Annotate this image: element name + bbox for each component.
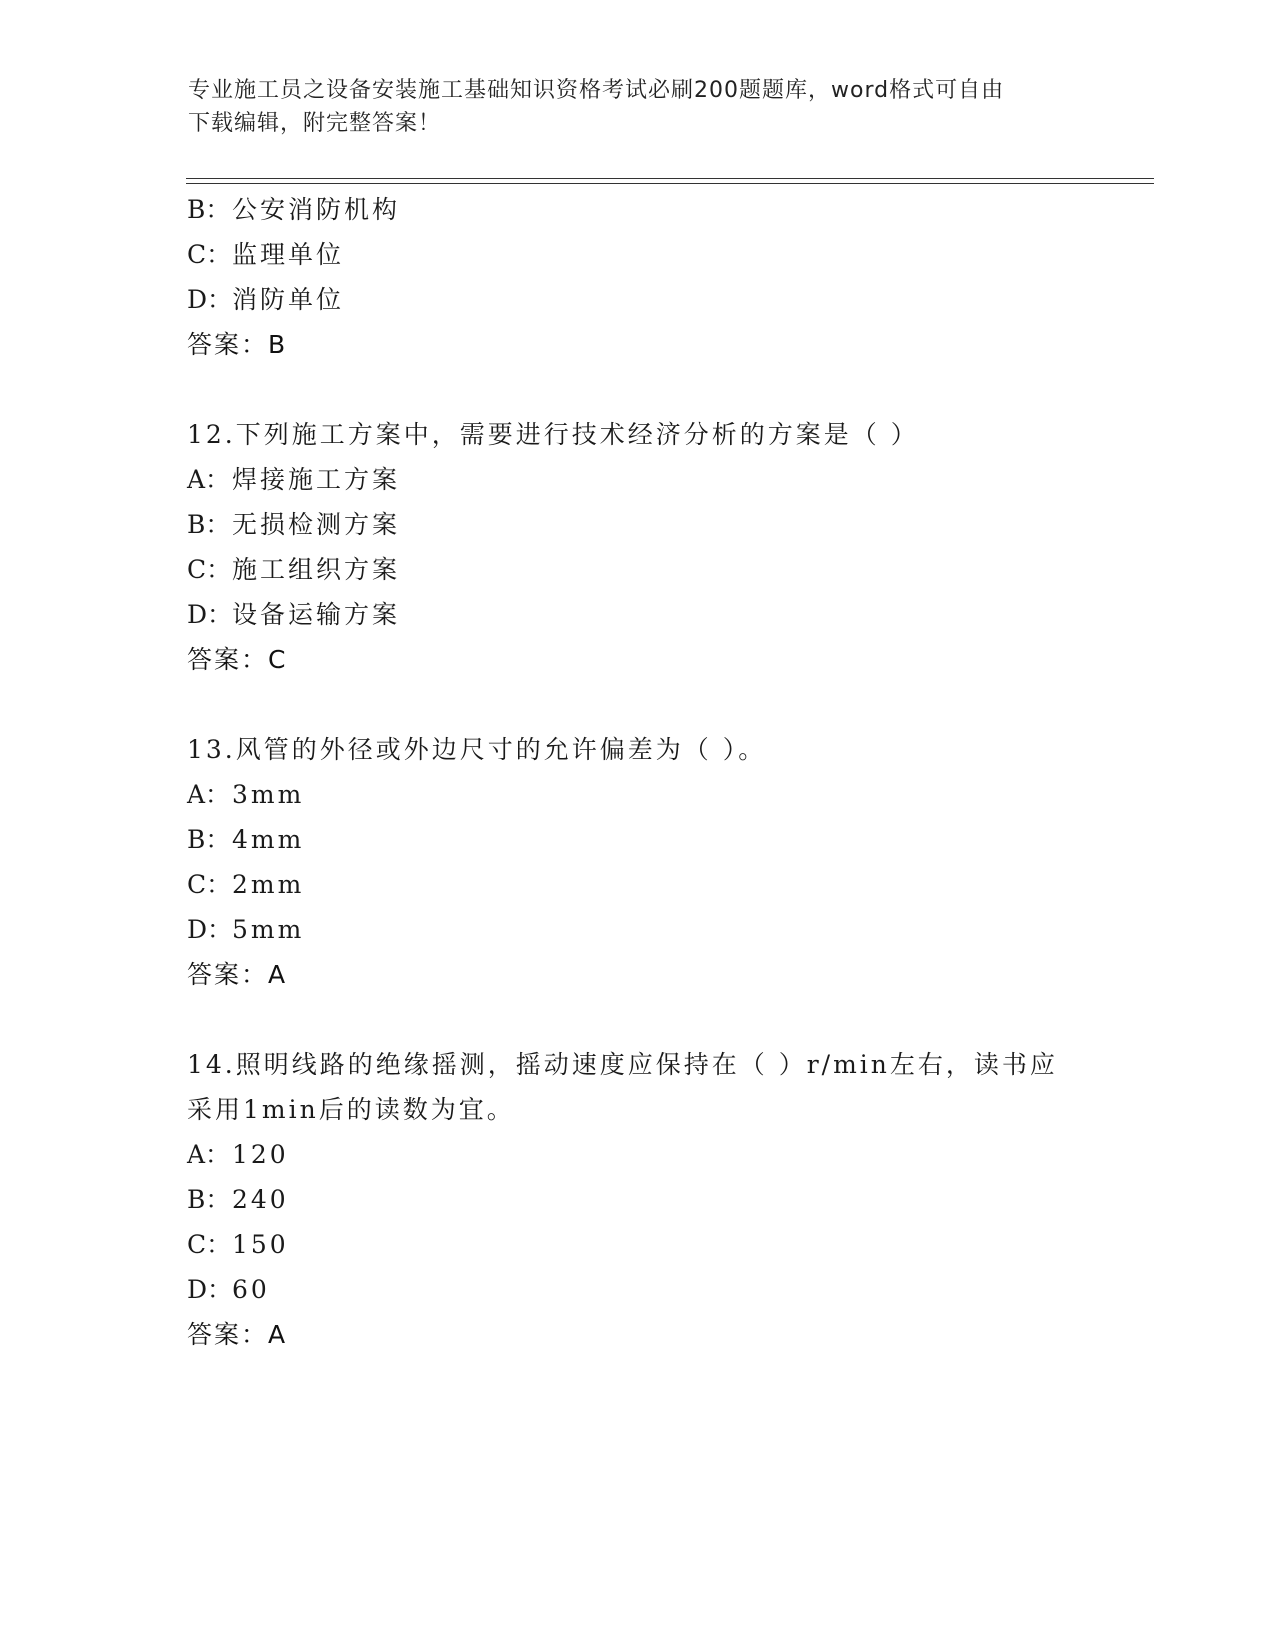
q11-option-c (187, 240, 344, 270)
header-line-2: 下载编辑，附完整答案！ (188, 111, 442, 136)
option-text: 监理单位 (232, 240, 345, 269)
option-key: D： (187, 600, 233, 629)
option-text: 设备运输方案 (232, 600, 401, 629)
option-key: B： (187, 1185, 231, 1214)
q13-answer: 答案：A (187, 960, 288, 989)
header-line-1: 专业施工员之设备安装施工基础知识资格考试必刷200题题库，word格式可自由 (188, 78, 1005, 103)
option-text: 240 (232, 1185, 289, 1214)
option-key: B： (187, 195, 231, 224)
option-key: C： (187, 1230, 232, 1259)
option-text: 3mm (232, 780, 305, 809)
option-text: 5mm (232, 915, 305, 944)
q11-option-d (187, 285, 344, 315)
q12-option-a (187, 465, 400, 495)
q13-option-d (187, 915, 304, 945)
option-text: 150 (232, 1230, 289, 1259)
option-key: D： (187, 1275, 233, 1304)
q13-option-b (187, 825, 304, 855)
option-key: A： (187, 1140, 231, 1169)
q14-stem-line-1: 14.照明线路的绝缘摇测，摇动速度应保持在（ ）r/min左右，读书应 (187, 1050, 1058, 1079)
option-text: 60 (232, 1275, 270, 1304)
option-key: C： (187, 555, 232, 584)
option-text: 焊接施工方案 (232, 465, 401, 494)
option-text: 2mm (232, 870, 305, 899)
q11-option-b (187, 195, 400, 225)
q12-option-b (187, 510, 400, 540)
option-key: A： (187, 465, 231, 494)
option-key: C： (187, 870, 232, 899)
q13-stem: 13.风管的外径或外边尺寸的允许偏差为（ ）。 (187, 735, 767, 764)
q14-option-a (187, 1140, 289, 1170)
q11-answer: 答案：B (187, 330, 288, 359)
option-text: 4mm (232, 825, 305, 854)
option-text: 无损检测方案 (232, 510, 401, 539)
q14-option-b (187, 1185, 289, 1215)
header-divider-top (186, 178, 1154, 179)
q12-option-d (187, 600, 400, 630)
q13-option-a (187, 780, 304, 810)
document-header (188, 74, 1088, 140)
q13-option-c (187, 870, 304, 900)
option-text: 120 (232, 1140, 289, 1169)
option-text: 施工组织方案 (232, 555, 401, 584)
q14-answer: 答案：A (187, 1320, 288, 1349)
q14-stem-line-2: 采用1min后的读数为宜。 (187, 1095, 515, 1124)
option-key: B： (187, 825, 231, 854)
option-text: 公安消防机构 (232, 195, 401, 224)
q12-stem: 12.下列施工方案中，需要进行技术经济分析的方案是（ ） (187, 420, 919, 449)
option-key: D： (187, 915, 233, 944)
option-key: A： (187, 780, 231, 809)
option-key: B： (187, 510, 231, 539)
q12-answer: 答案：C (187, 645, 288, 674)
q14-option-c (187, 1230, 289, 1260)
header-divider-bottom (186, 183, 1154, 184)
option-text: 消防单位 (232, 285, 345, 314)
q14-option-d (187, 1275, 270, 1305)
q12-option-c (187, 555, 400, 585)
option-key: C： (187, 240, 232, 269)
option-key: D： (187, 285, 233, 314)
